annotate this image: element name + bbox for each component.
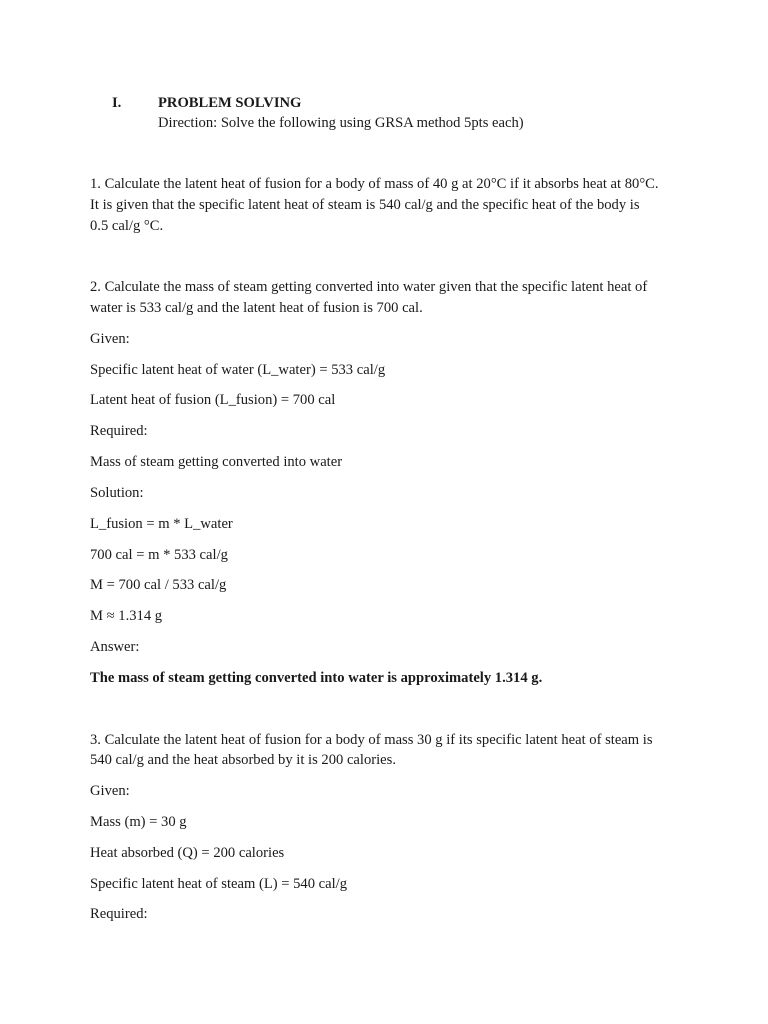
problem2-required: Mass of steam getting converted into water bbox=[90, 454, 343, 470]
section-direction: Direction: Solve the following using GRSA method 5pts each) bbox=[158, 115, 524, 131]
problem2-answer-label: Answer: bbox=[90, 639, 140, 655]
problem2-solution-4: M ≈ 1.314 g bbox=[90, 608, 163, 624]
problem1-line-1: 1. Calculate the latent heat of fusion for a body of mass of 40 g at 20°C if it absorbs heat at 80°C. bbox=[90, 176, 659, 192]
problem2-answer: The mass of steam getting converted into water is approximately 1.314 g. bbox=[90, 670, 543, 686]
problem2-line-2: water is 533 cal/g and the latent heat of fusion is 700 cal. bbox=[90, 300, 423, 316]
problem2-line-1: 2. Calculate the mass of steam getting converted into water given that the specific latent heat of bbox=[90, 279, 648, 295]
problem2-solution-2: 700 cal = m * 533 cal/g bbox=[90, 547, 228, 563]
section-number: I. bbox=[112, 95, 122, 111]
problem3-given-label: Given: bbox=[90, 783, 130, 799]
problem2-solution-3: M = 700 cal / 533 cal/g bbox=[90, 577, 227, 593]
problem2-required-label: Required: bbox=[90, 423, 148, 439]
problem3-line-2: 540 cal/g and the heat absorbed by it is 200 calories. bbox=[90, 752, 396, 768]
problem2-given-2: Latent heat of fusion (L_fusion) = 700 cal bbox=[90, 392, 336, 408]
problem2-given-1: Specific latent heat of water (L_water) = 533 cal/g bbox=[90, 362, 386, 378]
problem3-given-2: Heat absorbed (Q) = 200 calories bbox=[90, 845, 285, 861]
problem1-line-2: It is given that the specific latent heat of steam is 540 cal/g and the specific heat of the body is bbox=[90, 197, 640, 213]
problem1-line-3: 0.5 cal/g °C. bbox=[90, 218, 164, 234]
problem3-given-3: Specific latent heat of steam (L) = 540 cal/g bbox=[90, 876, 348, 892]
section-title: PROBLEM SOLVING bbox=[158, 95, 302, 111]
problem2-solution-label: Solution: bbox=[90, 485, 144, 501]
problem2-solution-1: L_fusion = m * L_water bbox=[90, 516, 233, 532]
problem2-given-label: Given: bbox=[90, 331, 130, 347]
problem3-given-1: Mass (m) = 30 g bbox=[90, 814, 187, 830]
problem3-required-label: Required: bbox=[90, 906, 148, 922]
problem3-line-1: 3. Calculate the latent heat of fusion for a body of mass 30 g if its specific latent heat of steam is bbox=[90, 732, 653, 748]
